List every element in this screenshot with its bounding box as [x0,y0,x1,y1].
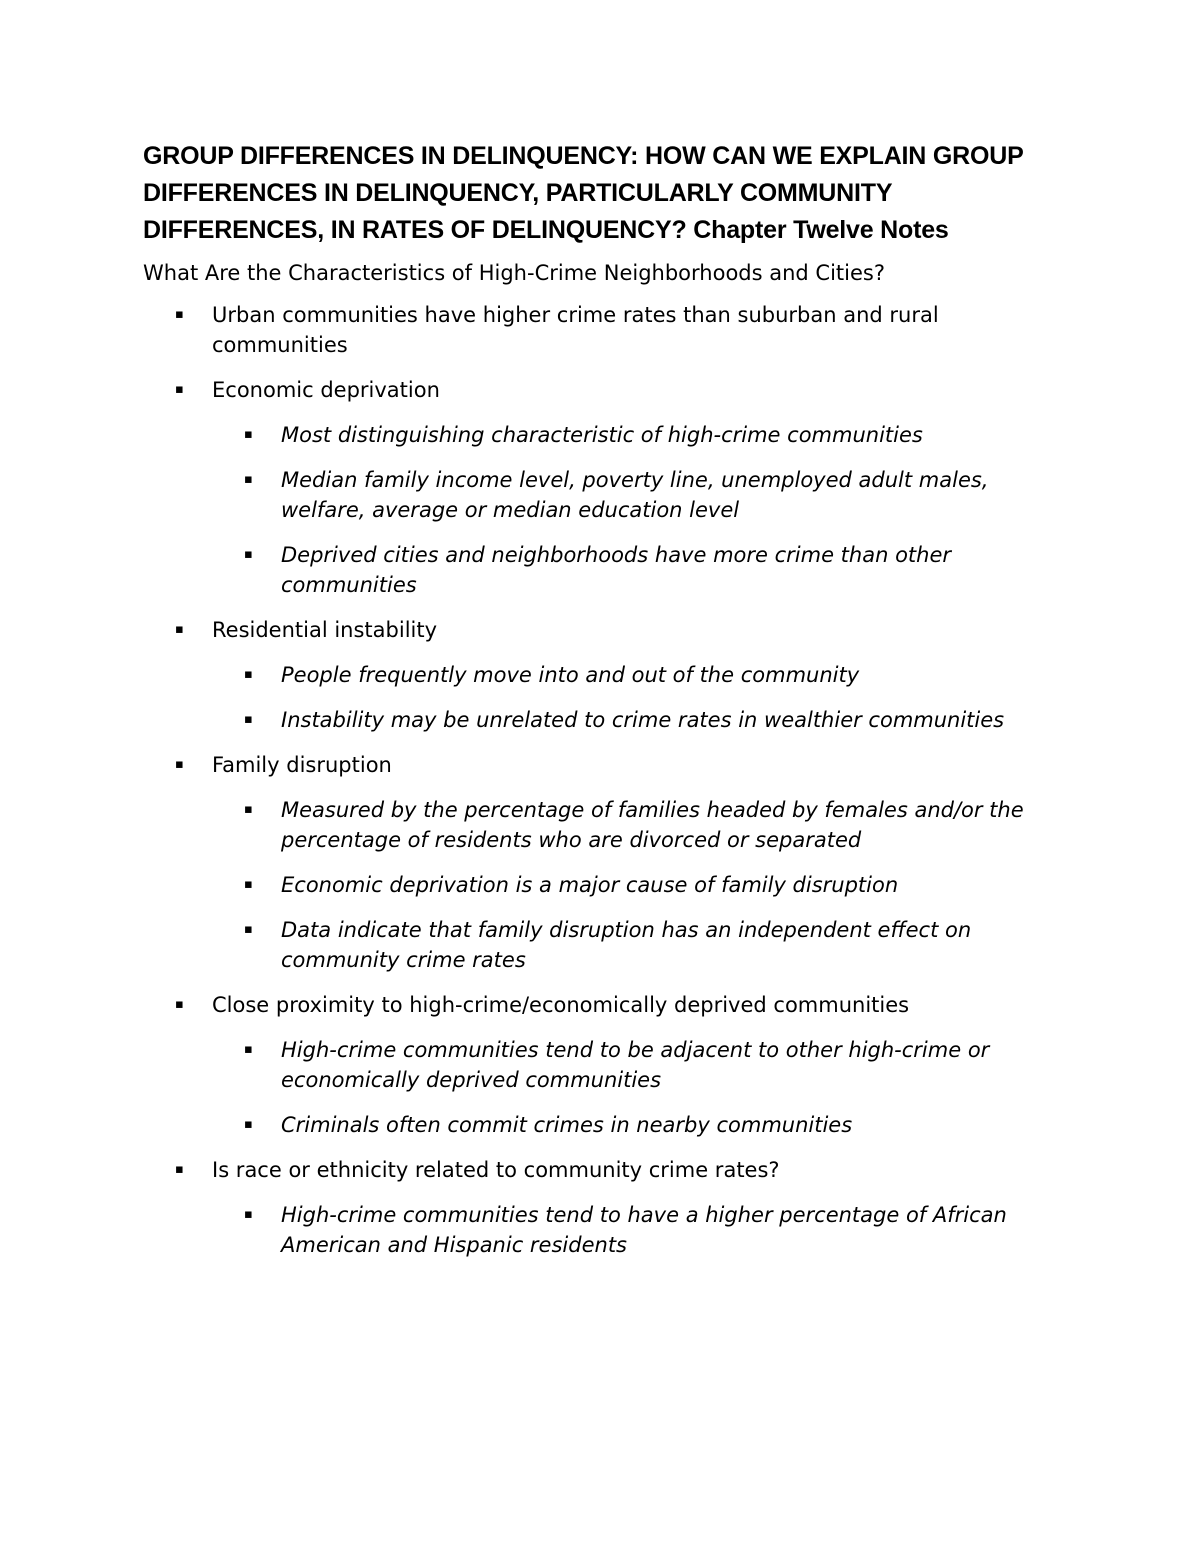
sub-bullet-list [212,660,1063,735]
square-bullet-icon: ▪ [175,622,184,637]
square-bullet-icon: ▪ [244,472,253,487]
sub-list-item-text: Instability may be unrelated to crime rates in wealthier communities [281,708,1005,732]
list-item-text: Residential instability [212,618,438,642]
sub-bullet-list [212,420,1063,600]
sub-list-item [212,660,1063,690]
sub-bullet-list [212,1035,1063,1140]
square-bullet-icon: ▪ [175,382,184,397]
sub-list-item [212,1110,1063,1140]
list-item [143,750,1063,975]
sub-bullet-list [212,795,1063,975]
sub-list-item [212,705,1063,735]
square-bullet-icon: ▪ [175,307,184,322]
sub-list-item [212,465,1063,525]
list-item-text: Economic deprivation [212,378,440,402]
square-bullet-icon: ▪ [244,712,253,727]
square-bullet-icon: ▪ [244,1042,253,1057]
sub-list-item-text: Criminals often commit crimes in nearby communities [281,1113,853,1137]
sub-list-item [212,1035,1063,1095]
sub-list-item-text: High-crime communities tend to have a higher percentage of African American and Hispanic residents [281,1203,1007,1257]
sub-list-item [212,795,1063,855]
sub-list-item-text: People frequently move into and out of the community [281,663,860,687]
list-item-text: Is race or ethnicity related to community crime rates? [212,1158,780,1182]
sub-list-item [212,540,1063,600]
sub-list-item-text: Economic deprivation is a major cause of family disruption [281,873,899,897]
sub-list-item [212,870,1063,900]
square-bullet-icon: ▪ [244,802,253,817]
sub-list-item [212,915,1063,975]
square-bullet-icon: ▪ [175,1162,184,1177]
document-page [143,138,1063,1260]
sub-bullet-list [212,1200,1063,1260]
section-heading: What Are the Characteristics of High-Crime Neighborhoods and Cities? [143,261,886,285]
list-item [143,615,1063,735]
list-item-text: Urban communities have higher crime rates than suburban and rural communities [212,303,939,357]
list-item [143,300,1063,360]
square-bullet-icon: ▪ [244,1117,253,1132]
document-title: GROUP DIFFERENCES IN DELINQUENCY: HOW CAN WE EXPLAIN GROUP DIFFERENCES IN DELINQUENCY, PARTICULARLY COMMUNITY DIFFERENCES, IN RATES OF DELINQUENCY? Chapter Twelve Notes [143,142,1024,244]
sub-list-item [212,420,1063,450]
sub-list-item [212,1200,1063,1260]
sub-list-item-text: Data indicate that family disruption has an independent effect on community crime rates [281,918,972,972]
sub-list-item-text: Deprived cities and neighborhoods have more crime than other communities [281,543,952,597]
list-item-text: Close proximity to high-crime/economically deprived communities [212,993,910,1017]
square-bullet-icon: ▪ [244,877,253,892]
square-bullet-icon: ▪ [175,997,184,1012]
square-bullet-icon: ▪ [244,667,253,682]
square-bullet-icon: ▪ [175,757,184,772]
list-item-text: Family disruption [212,753,392,777]
sub-list-item-text: Most distinguishing characteristic of high-crime communities [281,423,923,447]
sub-list-item-text: High-crime communities tend to be adjacent to other high-crime or economically deprived communities [281,1038,990,1092]
square-bullet-icon: ▪ [244,547,253,562]
list-item [143,375,1063,600]
list-item [143,990,1063,1140]
sub-list-item-text: Measured by the percentage of families headed by females and/or the percentage of residents who are divorced or separated [281,798,1024,852]
square-bullet-icon: ▪ [244,1207,253,1222]
sub-list-item-text: Median family income level, poverty line, unemployed adult males, welfare, average or median education level [281,468,989,522]
bullet-list [143,300,1063,1260]
square-bullet-icon: ▪ [244,427,253,442]
square-bullet-icon: ▪ [244,922,253,937]
list-item [143,1155,1063,1260]
